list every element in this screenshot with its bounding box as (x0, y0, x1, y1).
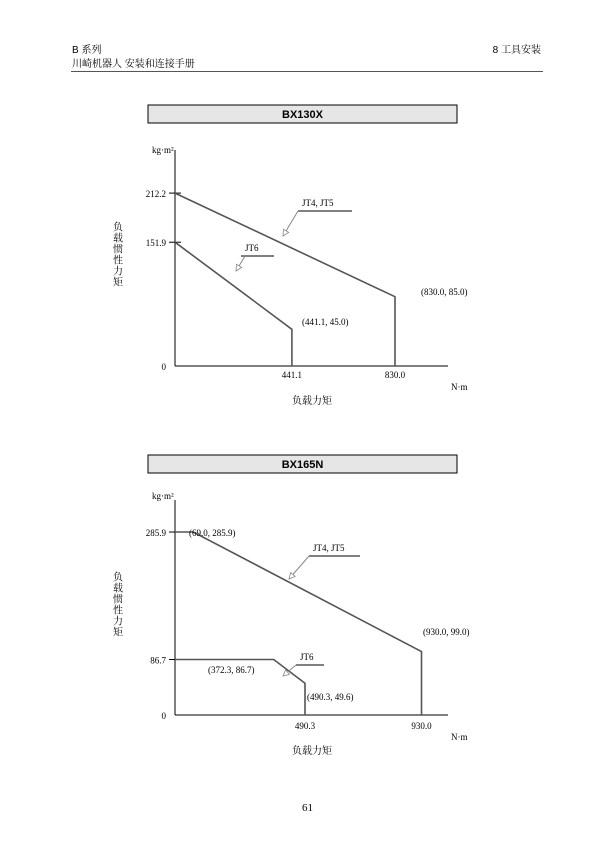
chart1-y-label-char: 负 (113, 222, 123, 234)
chart1-leader-arrowhead (283, 229, 289, 236)
chart2-y-label-char: 载 (113, 583, 123, 595)
chart1-y-tick-label: 212.2 (145, 189, 166, 200)
chart2-x-unit: N·m (451, 732, 468, 742)
chart1-point-annotation: (441.1, 45.0) (302, 317, 349, 327)
chart1-title: BX130X (282, 109, 323, 121)
chart2-point-annotation: (69.0, 285.9) (189, 528, 236, 538)
chart2-x-tick-label: 930.0 (411, 721, 432, 731)
chart2-x-label: 负载力矩 (292, 746, 332, 757)
chart2-y-label-char: 惯 (113, 594, 123, 606)
chart1-y-tick-label: 0 (161, 362, 166, 372)
chart1-x-label: 负载力矩 (292, 396, 332, 407)
chart1-x-unit: N·m (451, 382, 468, 392)
chart1-x-tick-label: 830.0 (384, 370, 406, 380)
chart2-y-label-char: 力 (113, 616, 123, 628)
chart2-series-line (175, 532, 422, 715)
header-manual-title: 川崎机器人 安装和连接手册 (72, 59, 195, 70)
header-section: 8 工具安装 (492, 45, 541, 56)
chart1-leader-arrowhead (236, 264, 242, 271)
chart1-y-label-char: 惯 (113, 244, 123, 256)
chart1-y-label-char: 载 (113, 233, 123, 245)
chart2-y-label-char: 负 (113, 572, 123, 584)
chart1-y-label-char: 力 (113, 266, 123, 278)
chart1-y-unit: kg·m² (152, 145, 174, 155)
chart1-series-label: JT6 (245, 243, 259, 253)
chart2-point-annotation: (372.3, 86.7) (208, 665, 255, 675)
header-series: B 系列 (72, 45, 102, 56)
chart1-series-label: JT4, JT5 (302, 198, 334, 208)
chart2-point-annotation: (930.0, 99.0) (423, 627, 470, 637)
chart2-y-tick-label: 285.9 (145, 528, 166, 539)
chart1-y-label-char: 性 (113, 255, 123, 267)
chart2-point-annotation: (490.3, 49.6) (307, 692, 354, 702)
chart1-series-line (175, 242, 292, 366)
chart2-y-label-char: 性 (113, 605, 123, 617)
chart1-y-label-char: 矩 (113, 277, 123, 289)
chart1-y-tick-label: 151.9 (145, 238, 166, 249)
page-number: 61 (302, 802, 313, 814)
chart1-series-line (175, 193, 395, 366)
chart2-series-label: JT4, JT5 (313, 543, 345, 553)
chart2-x-tick-label: 490.3 (294, 721, 316, 731)
chart2-title: BX165N (281, 459, 324, 471)
chart2-y-unit: kg·m² (152, 491, 174, 501)
chart2-y-tick-label: 86.7 (150, 655, 166, 666)
chart1-x-tick-label: 441.1 (281, 370, 303, 380)
chart2-y-tick-label: 0 (161, 711, 166, 721)
chart1-point-annotation: (830.0, 85.0) (421, 287, 468, 297)
chart2-series-label: JT6 (300, 652, 314, 662)
chart2-y-label-char: 矩 (113, 627, 123, 639)
